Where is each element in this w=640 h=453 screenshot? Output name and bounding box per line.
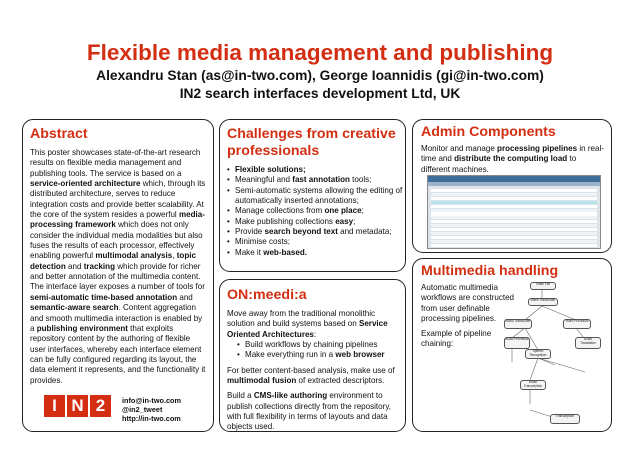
abstract-text xyxy=(30,148,208,386)
workflow-node: Video Processor xyxy=(563,319,591,329)
workflow-node: Transcription xyxy=(550,414,580,424)
screenshot-row xyxy=(431,212,597,215)
screenshot-row xyxy=(431,224,597,227)
multimedia-para-2: Example of pipeline chaining: xyxy=(421,329,492,349)
screenshot-row xyxy=(431,197,597,200)
contact-twitter[interactable]: @in2_tweet xyxy=(122,405,163,414)
challenge-item: • Meaningful and fast annotation tools; xyxy=(227,175,403,185)
workflow-node: Audio Translation xyxy=(575,337,601,349)
abstract-heading: Abstract xyxy=(30,126,88,142)
workflow-node: Audio Processor xyxy=(504,337,530,349)
screenshot-row xyxy=(431,209,597,212)
poster-organisation: IN2 search interfaces development Ltd, UK xyxy=(179,86,461,101)
workflow-node: Video Transcoder xyxy=(528,298,558,306)
in2-logo xyxy=(44,395,114,417)
multimedia-heading: Multimedia handling xyxy=(421,263,559,279)
onmedia-para-1: Move away from the traditional monolithic solution and build systems based on Service Oriented Architectures: xyxy=(227,309,388,339)
logo-letter-i: I xyxy=(44,395,65,417)
onmedia-para-3: Build a CMS-like authoring environment to publish collections directly from the repository, with full flexibility in terms of layouts and data objects used. xyxy=(227,391,391,432)
onmedia-para-2: For better content-based analysis, make use of multimodal fusion of extracted descriptors. xyxy=(227,365,395,386)
onmedia-text xyxy=(227,309,403,433)
challenge-item: • Semi-automatic systems allowing the editing of automatically inserted annotations; xyxy=(227,186,403,207)
screenshot-row xyxy=(431,232,597,235)
abstract-body: This poster showcases state-of-the-art research results on flexible media management and publishing tools. The service is based on a service-oriented architecture which, through its distributed architecture, serves to reduce integration costs and provide better scalability. At the core of the system resides a powerful media-processing framework which does not only consider the individual media modalities but also fuses the results of each processor, effectively enabling powerful multimodal analysis, topic detection and tracking which provide for richer and better annotation of the multimedia content. The interface layer exposes a number of tools for semi-automatic time-based annotation and semantic-aware search. Content aggregation and smooth multimedia interaction is enabled by a publishing environment that exploits repository content by the authoring of flexible user interfaces, whereby each interface element can be fully configured regarding its layout, the data element it represents, and the functionality it provides. xyxy=(30,148,206,385)
screenshot-row xyxy=(431,240,597,243)
screenshot-row xyxy=(431,205,597,208)
onmedia-sub-item: • Make everything run in a web browser xyxy=(227,350,403,360)
poster-authors: Alexandru Stan (as@in-two.com), George Ioannidis (gi@in-two.com) xyxy=(96,68,544,83)
poster-title: Flexible media management and publishing xyxy=(86,40,554,65)
screenshot-row xyxy=(431,244,597,247)
screenshot-row xyxy=(431,220,597,223)
screenshot-row xyxy=(431,201,597,204)
logo-letter-n: N xyxy=(67,395,88,417)
workflow-node: Audio Transcoder xyxy=(504,319,532,329)
screenshot-row xyxy=(431,228,597,231)
onmedia-heading: ON:meedi:a xyxy=(227,287,307,303)
challenge-item: • Flexible solutions; xyxy=(227,165,403,175)
onmedia-sub-item: • Build workflows by chaining pipelines xyxy=(227,340,403,350)
screenshot-row xyxy=(431,193,597,196)
workflow-node: Audio Transcription xyxy=(520,380,546,390)
challenges-heading: Challenges from creative professionals xyxy=(227,126,396,159)
multimedia-para-1: Automatic multimedia workflows are constructed from user definable processing pipelines. xyxy=(421,283,515,324)
admin-text: Monitor and manage processing pipelines in real-time and distribute the computing load to different machines. xyxy=(421,144,604,174)
screenshot-row xyxy=(431,236,597,239)
contact-website[interactable]: http://in-two.com xyxy=(122,414,181,423)
challenge-item: • Manage collections from one place; xyxy=(227,206,403,216)
contact-block xyxy=(122,396,181,423)
challenge-item: • Provide search beyond text and metadata; xyxy=(227,227,403,237)
challenge-item: • Make publishing collections easy; xyxy=(227,217,403,227)
screenshot-row xyxy=(431,189,597,192)
challenge-item: • Minimise costs; xyxy=(227,237,403,247)
workflow-node: Video File xyxy=(530,282,556,290)
admin-screenshot xyxy=(427,175,601,249)
contact-email[interactable]: info@in-two.com xyxy=(122,396,181,405)
logo-letter-2: 2 xyxy=(90,395,111,417)
challenge-item: • Make it web-based. xyxy=(227,248,403,258)
admin-heading: Admin Components xyxy=(421,124,556,140)
screenshot-row xyxy=(431,216,597,219)
screenshot-tabs xyxy=(428,182,600,186)
workflow-node: Speech Recognition xyxy=(525,349,551,359)
challenges-list xyxy=(227,165,403,258)
